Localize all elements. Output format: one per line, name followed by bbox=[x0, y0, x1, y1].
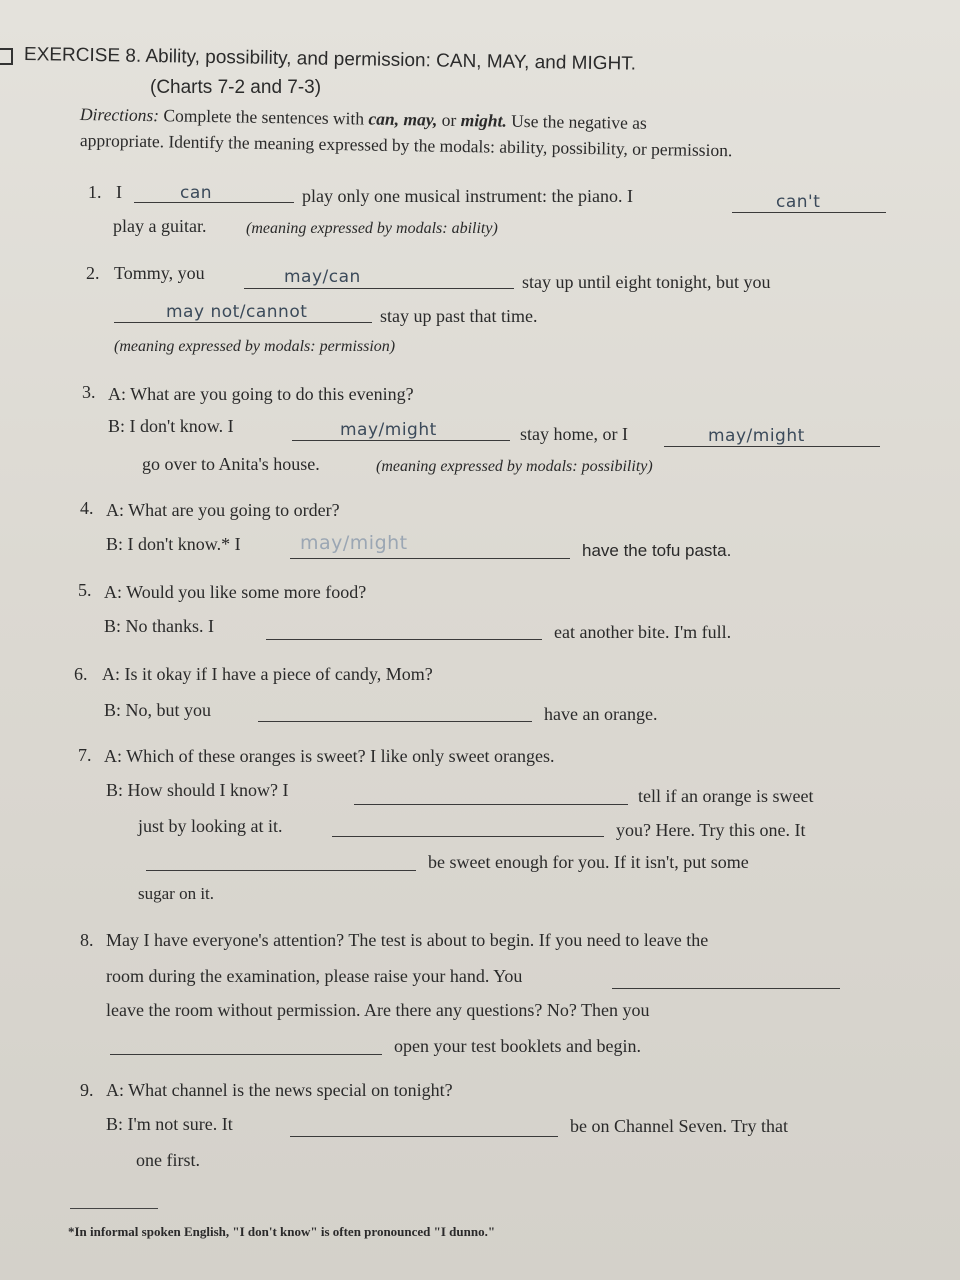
item-4-b-start: B: I don't know.* I bbox=[106, 534, 241, 554]
item-6-b-start: B: No, but you bbox=[104, 700, 212, 720]
item-2-blank-1[interactable] bbox=[244, 288, 514, 289]
item-9-line-a: A: What channel is the news special on tonight? bbox=[106, 1080, 453, 1100]
item-3-blank-2[interactable] bbox=[664, 446, 880, 447]
item-3-line-a: A: What are you going to do this evening? bbox=[108, 384, 414, 404]
item-8-blank-2[interactable] bbox=[110, 1054, 382, 1055]
item-9-b-end: be on Channel Seven. Try that bbox=[570, 1116, 788, 1136]
item-3-number: 3. bbox=[82, 382, 96, 402]
item-7-line-4: sugar on it. bbox=[138, 884, 215, 903]
item-6-number: 6. bbox=[74, 664, 88, 684]
footnote: *In informal spoken English, "I don't know" is often pronounced "I dunno." bbox=[68, 1224, 496, 1239]
item-7-line-2-start: just by looking at it. bbox=[138, 816, 283, 836]
directions-line-1 bbox=[80, 104, 647, 134]
item-4-b-end: have the tofu pasta. bbox=[582, 541, 732, 560]
item-7-blank-2[interactable] bbox=[332, 836, 604, 837]
directions-label: Directions: bbox=[79, 104, 160, 126]
footnote-rule bbox=[70, 1208, 158, 1209]
item-3-answer-1: may/might bbox=[340, 420, 437, 440]
item-1-blank-1[interactable] bbox=[134, 202, 294, 203]
item-4-blank[interactable] bbox=[290, 558, 570, 559]
directions-line-2: appropriate. Identify the meaning expressed by the modals: ability, possibility, or permission. bbox=[79, 130, 733, 161]
item-9-line-2: one first. bbox=[136, 1150, 200, 1170]
item-9-number: 9. bbox=[80, 1080, 94, 1100]
item-5-line-a: A: Would you like some more food? bbox=[104, 582, 367, 602]
item-2-meaning: (meaning expressed by modals: permission) bbox=[114, 338, 396, 355]
item-8-number: 8. bbox=[80, 930, 94, 950]
item-3-b-end: go over to Anita's house. bbox=[142, 454, 320, 474]
item-1-text-b: play only one musical instrument: the piano. I bbox=[302, 186, 633, 206]
item-9-blank[interactable] bbox=[290, 1136, 558, 1137]
exercise-subtitle: (Charts 7-2 and 7-3) bbox=[150, 77, 322, 98]
item-5-blank[interactable] bbox=[266, 639, 542, 640]
item-4-answer: may/might bbox=[300, 532, 408, 554]
item-1-text-c: play a guitar. bbox=[113, 216, 207, 236]
item-9-b-start: B: I'm not sure. It bbox=[106, 1114, 233, 1134]
item-5-b-end: eat another bite. I'm full. bbox=[554, 622, 732, 642]
item-6-b-end: have an orange. bbox=[544, 704, 658, 724]
item-7-b-start: B: How should I know? I bbox=[106, 780, 289, 800]
item-3-answer-2: may/might bbox=[708, 426, 805, 446]
item-5-number: 5. bbox=[78, 580, 92, 600]
item-8-line-4: open your test booklets and begin. bbox=[394, 1036, 641, 1056]
item-6-line-a: A: Is it okay if I have a piece of candy, Mom? bbox=[102, 664, 433, 684]
exercise-title: EXERCISE 8. Ability, possibility, and permission: CAN, MAY, and MIGHT. bbox=[23, 44, 637, 75]
item-2-blank-2[interactable] bbox=[114, 322, 372, 323]
item-1-answer-2: can't bbox=[776, 192, 821, 212]
item-1-meaning: (meaning expressed by modals: ability) bbox=[246, 220, 498, 237]
directions-or: or bbox=[441, 109, 457, 130]
keyword-may: may, bbox=[403, 109, 438, 130]
item-7-line-2-end: you? Here. Try this one. It bbox=[616, 820, 806, 840]
item-6-blank[interactable] bbox=[258, 721, 532, 722]
item-7-blank-3[interactable] bbox=[146, 870, 416, 871]
item-8-blank-1[interactable] bbox=[612, 988, 840, 989]
keyword-can: can, bbox=[368, 108, 400, 130]
item-2-text-c: stay up past that time. bbox=[380, 306, 538, 326]
item-8-line-1: May I have everyone's attention? The test is about to begin. If you need to leave the bbox=[106, 930, 709, 950]
item-2-number: 2. bbox=[86, 263, 100, 283]
item-3-b-start: B: I don't know. I bbox=[108, 416, 234, 436]
item-2-answer-1: may/can bbox=[284, 267, 361, 287]
item-8-line-3: leave the room without permission. Are there any questions? No? Then you bbox=[106, 1000, 650, 1020]
item-7-b-end: tell if an orange is sweet bbox=[638, 786, 814, 806]
item-1-answer-1: can bbox=[180, 183, 213, 203]
item-2-answer-2: may not/cannot bbox=[166, 302, 308, 322]
item-7-blank-1[interactable] bbox=[354, 804, 628, 805]
item-5-b-start: B: No thanks. I bbox=[104, 616, 214, 636]
item-3-blank-1[interactable] bbox=[292, 440, 510, 441]
item-7-line-3-end: be sweet enough for you. If it isn't, put some bbox=[428, 852, 749, 872]
item-8-line-2: room during the examination, please raise your hand. You bbox=[106, 966, 523, 986]
item-3-b-mid: stay home, or I bbox=[520, 424, 628, 444]
checkbox-icon bbox=[0, 48, 13, 65]
item-2-text-b: stay up until eight tonight, but you bbox=[522, 272, 771, 292]
item-3-meaning: (meaning expressed by modals: possibility) bbox=[376, 458, 653, 475]
item-1-text-a: I bbox=[116, 182, 122, 202]
item-4-line-a: A: What are you going to order? bbox=[106, 500, 340, 520]
item-2-text-a: Tommy, you bbox=[114, 263, 205, 283]
keyword-might: might. bbox=[460, 109, 508, 131]
item-4-number: 4. bbox=[80, 498, 94, 518]
directions-text-b: Use the negative as bbox=[511, 110, 647, 133]
item-7-number: 7. bbox=[78, 745, 92, 765]
item-7-line-a: A: Which of these oranges is sweet? I like only sweet oranges. bbox=[104, 746, 555, 766]
item-1-number: 1. bbox=[88, 182, 102, 202]
item-1-blank-2[interactable] bbox=[732, 212, 886, 213]
directions-text: Complete the sentences with bbox=[163, 105, 365, 129]
